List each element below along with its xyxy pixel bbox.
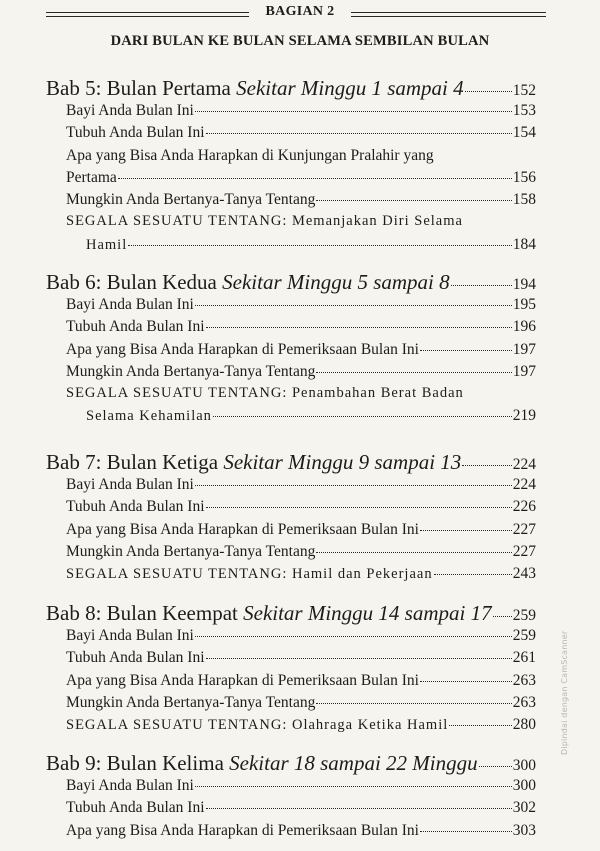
- chapter-subtitle: Sekitar Minggu 5 sampai 8: [222, 270, 450, 294]
- page-number: 302: [512, 799, 536, 817]
- header-rule-right: [351, 11, 546, 19]
- leader-dots: [434, 574, 512, 575]
- leader-dots: [420, 530, 512, 531]
- entry-label: Mungkin Anda Bertanya-Tanya Tentang: [66, 693, 316, 711]
- entry-label: Bayi Anda Bulan Ini: [66, 627, 194, 644]
- toc-entry[interactable]: [46, 649, 536, 671]
- page-number: 224: [512, 476, 536, 493]
- toc-entry-line1[interactable]: SEGALA SESUATU TENTANG: Memanjakan Diri Selama: [66, 213, 463, 230]
- entry-label: Bab 6: Bulan Kedua Sekitar Minggu 5 sampai 8: [46, 270, 450, 294]
- toc-entry-line2[interactable]: [46, 169, 536, 191]
- header-rule-left: [46, 11, 249, 19]
- toc-entry[interactable]: [46, 627, 536, 649]
- page-number: 156: [512, 168, 536, 186]
- page-number: 227: [512, 542, 536, 560]
- entry-label: Tubuh Anda Bulan Ini: [66, 498, 205, 516]
- leader-dots: [316, 552, 511, 553]
- leader-dots: [465, 91, 512, 92]
- page-number: 196: [512, 318, 536, 336]
- leader-dots: [195, 786, 512, 787]
- leader-dots: [316, 372, 511, 373]
- leader-dots: [316, 703, 511, 704]
- entry-label: Bayi Anda Bulan Ini: [66, 102, 194, 119]
- toc-entry[interactable]: [46, 672, 536, 694]
- page-number: 224: [512, 456, 536, 473]
- toc-entry[interactable]: [46, 124, 536, 146]
- entry-label: Mungkin Anda Bertanya-Tanya Tentang: [66, 542, 316, 560]
- entry-label: Tubuh Anda Bulan Ini: [66, 649, 205, 667]
- entry-label: Bab 8: Bulan Keempat Sekitar Minggu 14 sampai 17: [46, 601, 492, 625]
- chapter-subtitle: Sekitar Minggu 14 sampai 17: [243, 601, 492, 625]
- toc-entry[interactable]: [46, 191, 536, 213]
- chapter-subtitle: Sekitar 18 sampai 22 Minggu: [229, 751, 478, 775]
- toc-entry-line2[interactable]: [46, 407, 536, 429]
- leader-dots: [462, 465, 511, 466]
- page-number: 261: [512, 649, 536, 667]
- page-number: 300: [512, 777, 536, 794]
- chapter-subtitle: Sekitar Minggu 9 sampai 13: [223, 450, 462, 474]
- page-number: 197: [512, 340, 536, 358]
- page-number: 263: [512, 671, 536, 689]
- page-number: 197: [512, 362, 536, 380]
- leader-dots: [195, 485, 512, 486]
- page-number: 194: [512, 276, 536, 293]
- page-number: 226: [512, 498, 536, 516]
- leader-dots: [206, 327, 512, 328]
- entry-label: Bayi Anda Bulan Ini: [66, 777, 194, 794]
- leader-dots: [206, 808, 512, 809]
- page-number: 227: [512, 520, 536, 538]
- toc-entry[interactable]: [46, 318, 536, 340]
- page-number: 153: [512, 102, 536, 119]
- page-number: 184: [512, 235, 536, 253]
- entry-label: Apa yang Bisa Anda Harapkan di Pemeriksaan Bulan Ini: [66, 821, 419, 839]
- leader-dots: [118, 178, 512, 179]
- leader-dots: [206, 507, 512, 508]
- toc-entry-line1[interactable]: SEGALA SESUATU TENTANG: Penambahan Berat Badan: [66, 385, 464, 402]
- entry-label: SEGALA SESUATU TENTANG: Hamil dan Pekerjaan: [66, 566, 433, 583]
- chapter-5: [46, 76, 536, 258]
- entry-label: Apa yang Bisa Anda Harapkan di Pemeriksaan Bulan Ini: [66, 520, 419, 538]
- scanner-watermark: Dipindai dengan CamScanner: [560, 630, 569, 755]
- page-number: 243: [512, 565, 536, 583]
- leader-dots: [195, 636, 512, 637]
- page-number: 152: [512, 82, 536, 99]
- leader-dots: [420, 831, 512, 832]
- toc-entry[interactable]: [46, 521, 536, 543]
- toc-entry[interactable]: [46, 102, 536, 124]
- chapter-heading[interactable]: [46, 76, 536, 102]
- page-number: 219: [512, 407, 536, 425]
- entry-label: Bab 5: Bulan Pertama Sekitar Minggu 1 sampai 4: [46, 76, 464, 100]
- chapter-heading[interactable]: [46, 270, 536, 296]
- leader-dots: [128, 245, 512, 246]
- entry-label: Apa yang Bisa Anda Harapkan di Pemeriksaan Bulan Ini: [66, 671, 419, 689]
- toc-entry[interactable]: [46, 341, 536, 363]
- leader-dots: [451, 285, 512, 286]
- entry-label: Hamil: [86, 236, 128, 253]
- page-number: 280: [512, 716, 536, 734]
- entry-label: Tubuh Anda Bulan Ini: [66, 799, 205, 817]
- page-number: 259: [512, 627, 536, 644]
- chapter-heading[interactable]: [46, 601, 536, 627]
- chapter-8: [46, 601, 536, 738]
- entry-label: Bab 9: Bulan Kelima Sekitar 18 sampai 22 Minggu: [46, 751, 478, 775]
- toc-entry-line1[interactable]: Apa yang Bisa Anda Harapkan di Kunjungan Pralahir yang: [66, 146, 434, 164]
- leader-dots: [420, 350, 512, 351]
- leader-dots: [206, 658, 512, 659]
- leader-dots: [206, 133, 512, 134]
- entry-label: Mungkin Anda Bertanya-Tanya Tentang: [66, 362, 316, 380]
- chapter-heading[interactable]: [46, 751, 536, 777]
- page-number: 263: [512, 693, 536, 711]
- leader-dots: [195, 305, 512, 306]
- toc-entry[interactable]: [46, 296, 536, 318]
- chapter-9: [46, 751, 536, 844]
- chapter-subtitle: Sekitar Minggu 1 sampai 4: [236, 76, 464, 100]
- page-number: 300: [512, 757, 536, 774]
- entry-label: Pertama: [66, 168, 117, 186]
- page-number: 195: [512, 296, 536, 313]
- toc-entry[interactable]: [46, 777, 536, 799]
- toc-entry-line2[interactable]: [46, 236, 536, 258]
- entry-label: Tubuh Anda Bulan Ini: [66, 124, 205, 142]
- page-number: 303: [512, 821, 536, 839]
- page-number: 158: [512, 191, 536, 209]
- entry-label: Selama Kehamilan: [86, 408, 212, 425]
- leader-dots: [493, 616, 512, 617]
- entry-label: Apa yang Bisa Anda Harapkan di Pemeriksaan Bulan Ini: [66, 340, 419, 358]
- chapter-6: [46, 270, 536, 430]
- leader-dots: [420, 681, 512, 682]
- entry-label: Mungkin Anda Bertanya-Tanya Tentang: [66, 191, 316, 209]
- part-label: BAGIAN 2: [265, 4, 335, 19]
- leader-dots: [316, 200, 511, 201]
- entry-label: SEGALA SESUATU TENTANG: Olahraga Ketika Hamil: [66, 717, 449, 734]
- leader-dots: [449, 725, 511, 726]
- page-number: 259: [512, 607, 536, 624]
- entry-label: Bab 7: Bulan Ketiga Sekitar Minggu 9 sampai 13: [46, 450, 462, 474]
- toc-entry[interactable]: [46, 476, 536, 498]
- entry-label: Bayi Anda Bulan Ini: [66, 296, 194, 313]
- chapter-heading[interactable]: [46, 450, 536, 476]
- chapter-7: [46, 450, 536, 587]
- toc-entry[interactable]: [46, 694, 536, 716]
- entry-label: Tubuh Anda Bulan Ini: [66, 318, 205, 336]
- leader-dots: [479, 766, 512, 767]
- leader-dots: [213, 416, 512, 417]
- page-number: 154: [512, 124, 536, 142]
- leader-dots: [195, 111, 512, 112]
- toc-entry[interactable]: [46, 363, 536, 385]
- toc-entry[interactable]: [46, 543, 536, 565]
- toc-entry[interactable]: [46, 498, 536, 520]
- toc-entry[interactable]: [46, 565, 536, 587]
- toc-entry[interactable]: [46, 822, 536, 844]
- toc-entry[interactable]: [46, 716, 536, 738]
- part-title: DARI BULAN KE BULAN SELAMA SEMBILAN BULAN: [110, 33, 490, 49]
- entry-label: Bayi Anda Bulan Ini: [66, 476, 194, 493]
- toc-entry[interactable]: [46, 799, 536, 821]
